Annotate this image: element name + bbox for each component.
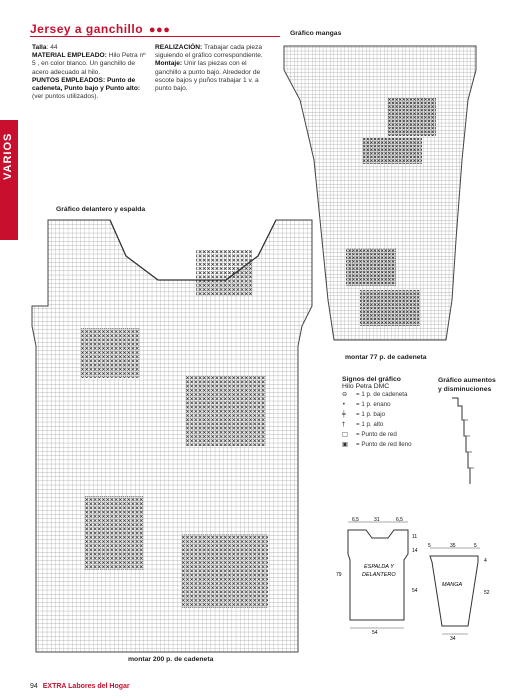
schematic-label: MANGA (442, 582, 463, 588)
sleeve-schematic-outline (430, 556, 478, 626)
material-label: MATERIAL EMPLEADO: (32, 52, 107, 60)
page-number: 94 (30, 683, 38, 690)
dim-label: 6,5 (352, 517, 359, 523)
schematic-label: ESPALDA Y (364, 564, 394, 570)
legend-item (342, 410, 412, 420)
body-motif (186, 376, 266, 446)
body-motif (196, 250, 252, 296)
page-title (30, 22, 170, 36)
page-footer (30, 683, 130, 690)
legend-text: = 1 p. de cadeneta (356, 391, 408, 398)
dim-label: 54 (372, 630, 378, 636)
legend-text: = Punto de red (356, 431, 397, 438)
title-rule (30, 36, 280, 37)
stitches-label: PUNTOS EMPLEADOS: Punto de cadeneta, Punto bajo y Punto alto: (32, 76, 141, 93)
title-dots: ●●● (148, 24, 171, 36)
schematic-label: DELANTERO (362, 572, 396, 578)
sleeve-schematic (424, 542, 504, 642)
magazine-name: EXTRA Labores del Hogar (42, 683, 130, 690)
assembly-value: Unir las piezas con el ganchillo a punto bajo. Alrededor de escote bajos y puños trabajar 1 v. a punto bajo. (155, 60, 261, 93)
sleeve-motif (362, 138, 422, 164)
sleeve-chart-caption: montar 77 p. de cadeneta (345, 354, 427, 361)
legend-symbol: ▣ (342, 441, 348, 448)
realization-value: Trabajar cada pieza siguiendo el gráfico correspondiente. (155, 44, 263, 60)
legend-text: = 1 p. bajo (356, 411, 386, 418)
sleeve-motif (388, 98, 436, 136)
dim-label: 6,5 (396, 517, 403, 523)
title-text: Jersey a ganchillo (30, 22, 144, 36)
legend-title: Signos del gráfico (342, 376, 401, 383)
sleeve-chart-title: Gráfico mangas (290, 30, 342, 37)
legend-text: = Punto de red lleno (356, 441, 412, 448)
dim-label: 11 (412, 534, 418, 540)
legend (342, 376, 412, 450)
body-motif (80, 328, 140, 378)
sleeve-motif (346, 248, 396, 286)
legend-subtitle: Hilo Petra DMC (342, 383, 390, 390)
dim-label: 31 (374, 517, 380, 523)
materials-block (32, 44, 147, 101)
body-motif (84, 496, 144, 570)
legend-item (342, 430, 412, 440)
assembly-label: Montaje: (155, 60, 183, 68)
increase-title-line: Gráfico aumentos (438, 377, 496, 384)
size-value: : 44 (46, 44, 58, 51)
increase-title-line: y disminuciones (438, 386, 492, 393)
legend-item (342, 400, 412, 410)
legend-item (342, 420, 412, 430)
increase-steps (452, 398, 470, 484)
body-schematic (332, 512, 422, 642)
legend-symbol: • (342, 401, 346, 408)
increase-chart-title (438, 376, 496, 394)
body-motif (182, 534, 268, 608)
legend-symbol: □ (342, 431, 348, 438)
dim-label: 4 (484, 558, 487, 564)
material-value: Hilo Petra nº 5 , en color blanco. Un ganchillo de acero adecuado al hilo. (32, 52, 146, 76)
section-tab (0, 120, 18, 240)
legend-text: = 1 p. alto (356, 421, 384, 428)
dim-label: 52 (484, 590, 490, 596)
dim-label: 54 (412, 588, 418, 594)
dim-label: 14 (412, 548, 418, 554)
dim-label: 5 (428, 543, 431, 549)
body-chart (30, 216, 330, 654)
dim-label: 5 (474, 543, 477, 549)
body-chart-title: Gráfico delantero y espalda (56, 206, 146, 213)
legend-list (342, 390, 412, 450)
dim-label: 79 (336, 572, 342, 578)
dim-label: 34 (450, 636, 456, 642)
dim-label: 35 (450, 543, 456, 549)
increase-chart (448, 396, 478, 488)
legend-symbol: † (342, 421, 346, 428)
legend-symbol: ╪ (342, 411, 346, 418)
realization-label: REALIZACIÓN: (155, 44, 203, 51)
instructions-block (155, 44, 267, 93)
sleeve-motif (360, 290, 420, 326)
size-label: Talla (32, 44, 47, 51)
legend-item (342, 390, 412, 400)
body-chart-caption: montar 200 p. de cadeneta (128, 656, 214, 663)
legend-item (342, 440, 412, 450)
legend-symbol: ⊖ (342, 391, 348, 398)
legend-text: = 1 p. enano (356, 401, 391, 408)
stitches-value: (ver puntos utilizados). (32, 93, 99, 101)
body-outline (32, 220, 312, 652)
section-tab-label: VARIOS (2, 132, 14, 180)
